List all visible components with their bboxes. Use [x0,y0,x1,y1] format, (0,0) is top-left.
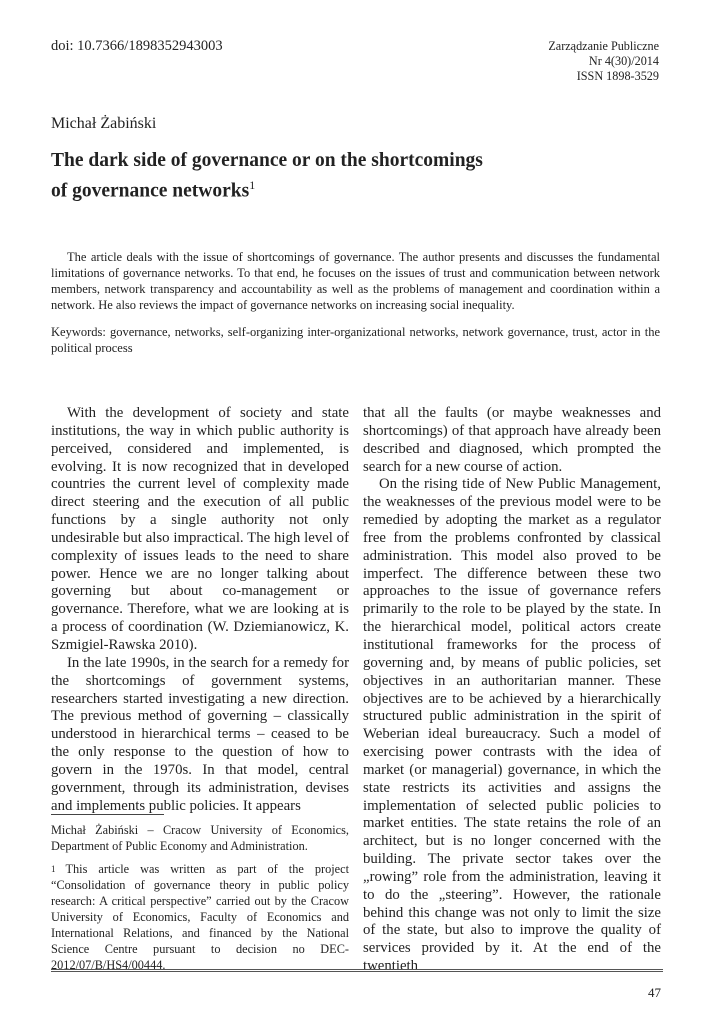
author-affiliation: Michał Żabiński – Cracow University of Economics, Department of Public Economy and Administration. [51,823,349,853]
paragraph: In the late 1990s, in the search for a remedy for the shortcomings of government systems, researchers started investigating a new direction. The previous method of governing – classically understood in hierarchical terms – ceased to be the only response to the question of how to govern in the 1970s. In that model, central government, through its administration, devises and implements public policies. It appears [51,654,349,814]
journal-issn: ISSN 1898-3529 [576,69,659,83]
keywords: Keywords: governance, networks, self-organizing inter-organizational networks, network governance, trust, actor in the political process [51,325,660,355]
journal-issue: Nr 4(30)/2014 [588,54,659,68]
title-line-2: of governance networks [51,180,250,202]
article-author: Michał Żabiński [51,115,157,132]
footnotes [51,822,349,973]
title-footnote-mark: 1 [249,178,256,192]
footnote-1 [51,861,349,973]
page-number: 47 [648,985,661,1000]
journal-name: Zarządzanie Publiczne [548,39,659,53]
footnote-1-text: This article was written as part of the project “Consolidation of governance theory in public policy research: A critical perspective” carried out by the Cracow University of Economics, Faculty of Economics and International Relations, and financed by the National Science Centre pursuant to decision no DEC-2012/07/B/HS4/00444. [51,862,349,972]
article-title [51,149,571,204]
doi-identifier: doi: 10.7366/1898352943003 [51,38,223,54]
footnote-1-mark: 1 [51,864,56,874]
paragraph: that all the faults (or maybe weaknesses and shortcomings) of that approach have already been described and diagnosed, which prompted the search for a new course of action. [363,405,661,475]
body-column-right [363,405,661,976]
abstract: The article deals with the issue of shortcomings of governance. The author presents and discusses the fundamental limitations of governance networks. To that end, he focuses on the issues of trust and communication between network members, network transparency and accountability as well as the problems of management and coordination within a network. He also reviews the impact of governance networks on increasing social inequality. [51,250,660,312]
journal-info [548,39,659,84]
footnote-separator [51,814,164,815]
title-line-1: The dark side of governance or on the shortcomings [51,150,483,171]
body-column-left [51,405,349,815]
paragraph: On the rising tide of New Public Management, the weaknesses of the previous model were to be remedied by adopting the market as a regulator free from the problems confronted by classical administration. This model also proved to be imperfect. The difference between these two approaches to the issue of governance refers primarily to the role to be played by the state. In the hierarchical model, political actors create institutional frameworks for the process of governing and, by means of public policies, set objectives in an authoritarian manner. These objectives are to be achieved by a hierarchically structured public administration in the spirit of Weberian ideal bureaucracy. Such a model of exercising power contrasts with the idea of market (or managerial) governance, in which the state restricts its activities and assigns the implementation of selected public policies to market entities. The state retains the role of an architect, but is no longer concerned with the building. The private sector takes over the „rowing” role from the administration, leaving it to do the „steering”. However, the rationale behind this change was not only to limit the size of the state, but also to improve the quality of services provided by it. At the end of the twentieth [363,476,661,975]
page-bottom-rule [51,969,663,975]
paragraph: With the development of society and state institutions, the way in which public authority is perceived, considered and implemented, is evolving. It is now recognized that in developed countries the current level of complexity made direct steering and the execution of all public functions by a single authority not only undesirable but also impractical. The high level of complexity of issues leads to the need to share power. Hence we are no longer talking about governing but about co-management or governance. Therefore, what we are looking at is a process of coordination (W. Dziemianowicz, K. Szmigiel-Rawska 2010). [51,405,349,653]
